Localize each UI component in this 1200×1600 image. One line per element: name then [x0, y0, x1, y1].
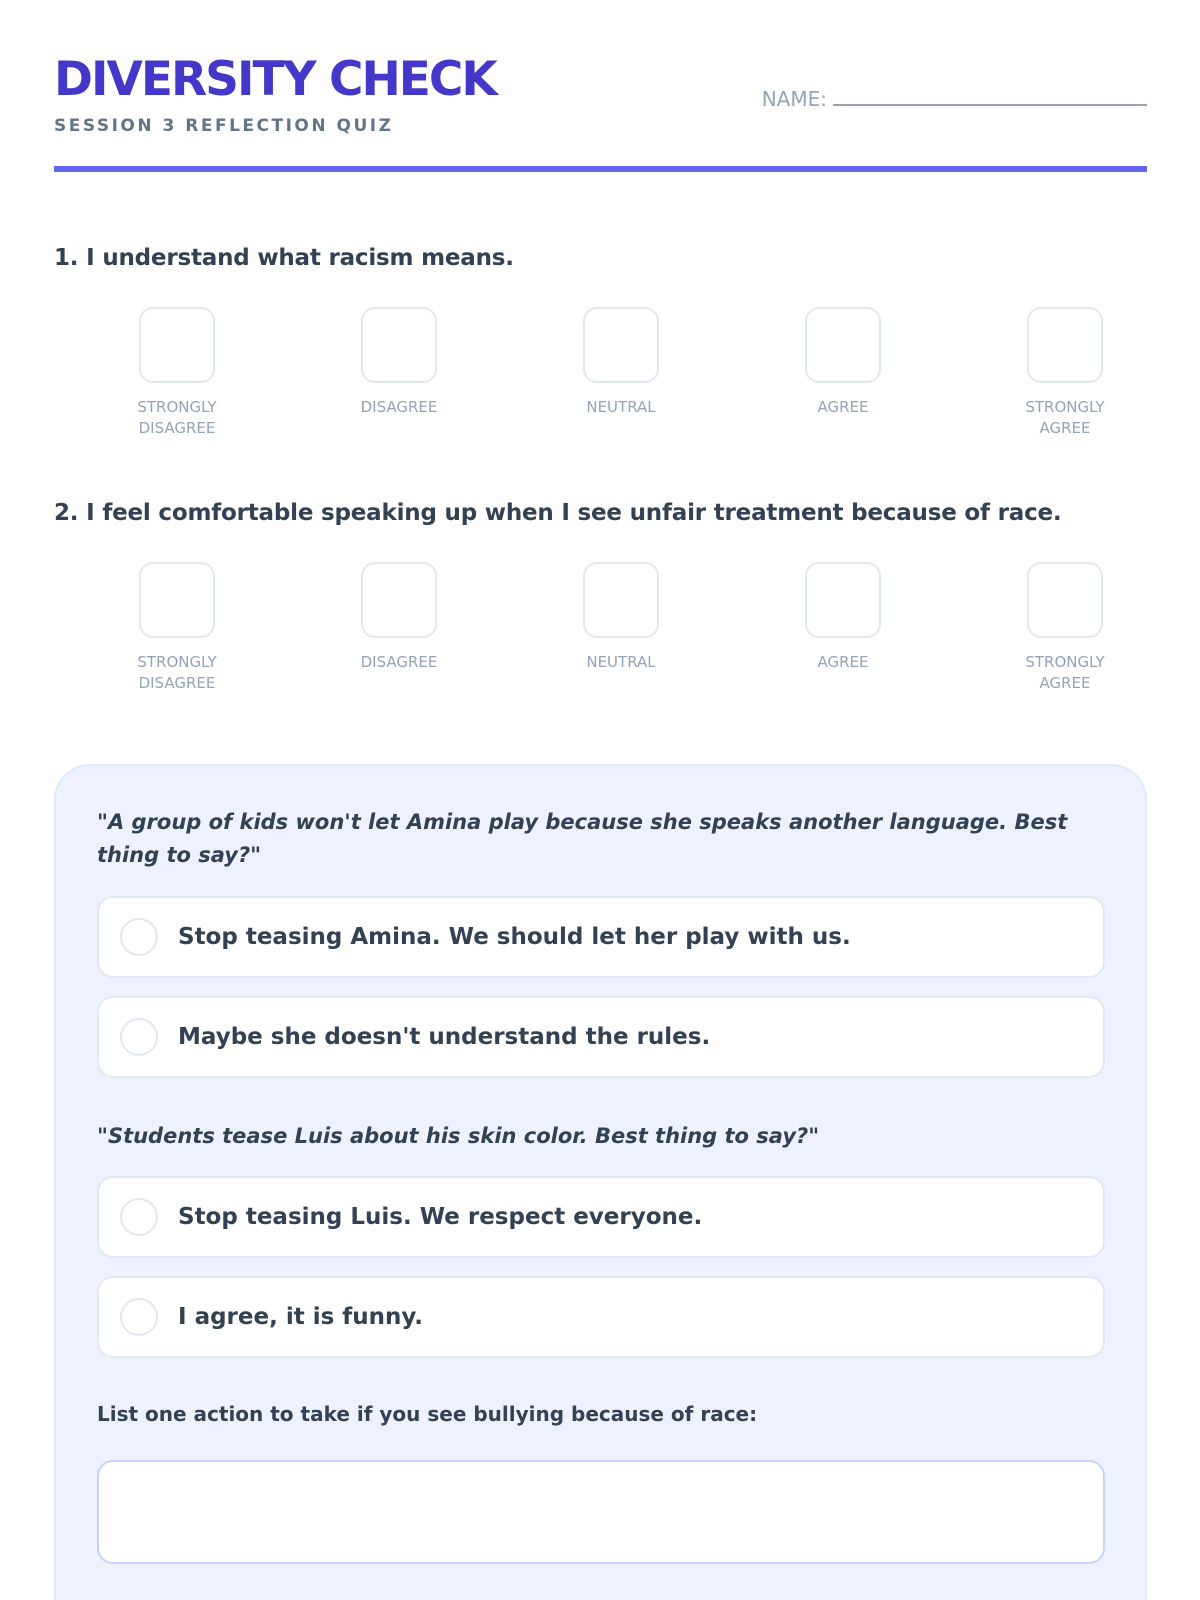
- choice-label: Stop teasing Amina. We should let her play with us.: [178, 924, 851, 950]
- likert-question-1: [54, 245, 1147, 437]
- likert-option-strongly-agree: [990, 562, 1140, 694]
- scenario-2-choice-2[interactable]: [97, 1276, 1105, 1358]
- scenario-1-choice-2[interactable]: [97, 996, 1105, 1078]
- radio-button[interactable]: [120, 918, 158, 956]
- likert-option-neutral: [546, 562, 696, 673]
- likert-scale: [54, 307, 1147, 457]
- page-title: DIVERSITY CHECK: [54, 52, 496, 107]
- header-divider: [54, 166, 1147, 172]
- header: [54, 52, 1147, 172]
- radio-button[interactable]: [120, 1198, 158, 1236]
- scenario-panel: [54, 764, 1147, 1600]
- likert-option-disagree: [324, 307, 474, 418]
- likert-option-label: STRONGLY AGREE: [1025, 398, 1105, 437]
- scenario-1-choice-1[interactable]: [97, 896, 1105, 978]
- likert-checkbox[interactable]: [583, 562, 659, 638]
- radio-button[interactable]: [120, 1298, 158, 1336]
- choice-label: I agree, it is funny.: [178, 1304, 424, 1330]
- likert-option-neutral: [546, 307, 696, 418]
- name-write-line[interactable]: [833, 82, 1147, 106]
- likert-option-label: AGREE: [817, 653, 869, 671]
- open-answer-input[interactable]: [97, 1460, 1105, 1564]
- likert-option-label: STRONGLY DISAGREE: [137, 653, 217, 692]
- question-text: 2. I feel comfortable speaking up when I see unfair treatment because of race.: [54, 500, 1062, 526]
- open-question-prompt: List one action to take if you see bullying because of race:: [97, 1402, 758, 1426]
- likert-option-label: DISAGREE: [360, 398, 438, 416]
- likert-option-label: DISAGREE: [360, 653, 438, 671]
- choice-label: Stop teasing Luis. We respect everyone.: [178, 1204, 703, 1230]
- scenario-2-choice-1[interactable]: [97, 1176, 1105, 1258]
- likert-option-label: NEUTRAL: [586, 398, 656, 416]
- likert-checkbox[interactable]: [1027, 562, 1103, 638]
- radio-button[interactable]: [120, 1018, 158, 1056]
- likert-option-agree: [768, 562, 918, 673]
- likert-option-disagree: [324, 562, 474, 673]
- likert-checkbox[interactable]: [583, 307, 659, 383]
- quiz-page: [54, 0, 1147, 1600]
- likert-option-strongly-agree: [990, 307, 1140, 439]
- name-field: [762, 82, 1147, 111]
- question-text: 1. I understand what racism means.: [54, 245, 514, 271]
- likert-option-label: STRONGLY AGREE: [1025, 653, 1105, 692]
- likert-option-label: AGREE: [817, 398, 869, 416]
- likert-option-label: NEUTRAL: [586, 653, 656, 671]
- likert-checkbox[interactable]: [139, 562, 215, 638]
- likert-question-2: [54, 500, 1147, 692]
- likert-option-strongly-disagree: [102, 307, 252, 439]
- likert-scale: [54, 562, 1147, 712]
- likert-option-label: STRONGLY DISAGREE: [137, 398, 217, 437]
- likert-checkbox[interactable]: [139, 307, 215, 383]
- likert-checkbox[interactable]: [1027, 307, 1103, 383]
- likert-checkbox[interactable]: [361, 562, 437, 638]
- likert-checkbox[interactable]: [361, 307, 437, 383]
- likert-checkbox[interactable]: [805, 562, 881, 638]
- likert-option-strongly-disagree: [102, 562, 252, 694]
- page-subtitle: SESSION 3 REFLECTION QUIZ: [54, 116, 394, 136]
- scenario-prompt-1: "A group of kids won't let Amina play because she speaks another language. Best thing to say?": [97, 810, 1068, 867]
- choice-label: Maybe she doesn't understand the rules.: [178, 1024, 711, 1050]
- name-label: NAME:: [761, 87, 827, 111]
- likert-checkbox[interactable]: [805, 307, 881, 383]
- likert-option-agree: [768, 307, 918, 418]
- scenario-prompt-2: "Students tease Luis about his skin color. Best thing to say?": [97, 1124, 820, 1148]
